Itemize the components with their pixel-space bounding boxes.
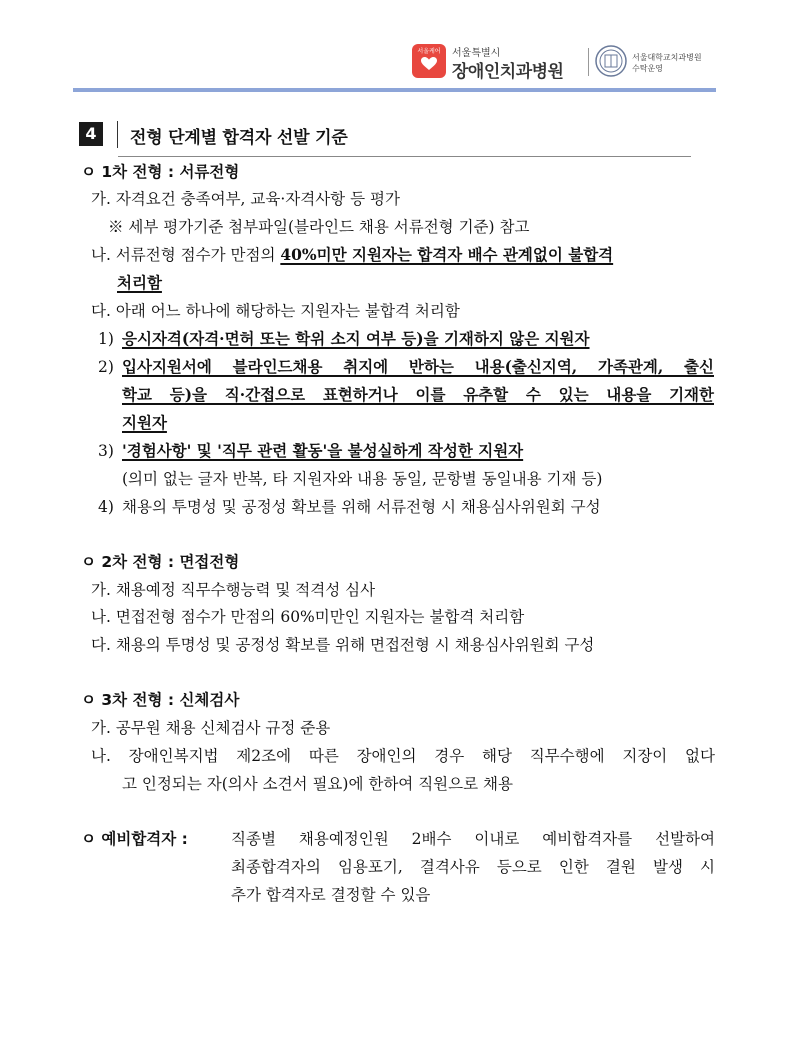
stage3-item-na-line2: 고 인정되는 자(의사 소견서 필요)에 한하여 직원으로 채용 xyxy=(122,775,513,793)
stage1-na-text: 나. 서류전형 점수가 만점의 xyxy=(91,246,281,264)
stage2-heading: ㅇ 2차 전형 : 면접전형 xyxy=(81,553,240,571)
stage1-sub-2-line3: 지원자 xyxy=(122,413,167,432)
stage1-sub-1: 응시자격(자격·면허 또는 학위 소지 여부 등)을 기재하지 않은 지원자 xyxy=(122,329,590,348)
stage3-heading: ㅇ 3차 전형 : 신체검사 xyxy=(81,691,240,709)
stage2-item-da: 다. 채용의 투명성 및 공정성 확보를 위해 면접전형 시 채용심사위원회 구성 xyxy=(91,636,595,654)
header-divider xyxy=(588,48,589,76)
stage1-sub-2-line1: 입사지원서에 블라인드채용 취지에 반하는 내용(출신지역, 가족관계, 출신 xyxy=(122,357,714,376)
stage2-item-ga: 가. 채용예정 직무수행능력 및 적격성 심사 xyxy=(91,581,376,599)
stage1-item-na xyxy=(91,245,613,265)
stage1-note: ※ 세부 평가기준 첨부파일(블라인드 채용 서류전형 기준) 참고 xyxy=(108,218,530,236)
section-number: 4 xyxy=(79,122,103,146)
stage1-na-emphasis-cont: 처리함 xyxy=(117,273,162,292)
stage1-sub-3: '경험사항' 및 '직무 관련 활동'을 불성실하게 작성한 지원자 xyxy=(122,441,524,460)
section-underline xyxy=(118,156,691,157)
operation-note: 수탁운영 xyxy=(632,64,663,73)
reserve-heading: ㅇ 예비합격자 : xyxy=(81,830,188,848)
reserve-line1: 직종별 채용예정인원 2배수 이내로 예비합격자를 선발하여 xyxy=(231,830,715,848)
stage1-na-emphasis: 40%미만 지원자는 합격자 배수 관계없이 불합격 xyxy=(280,245,614,264)
stage1-sub-4: 채용의 투명성 및 공정성 확보를 위해 서류전형 시 채용심사위원회 구성 xyxy=(122,498,601,516)
stage1-sub-3-note: (의미 없는 글자 반복, 타 지원자와 내용 동일, 문항별 동일내용 기재 등) xyxy=(122,470,603,488)
university-name: 서울대학교치과병원 xyxy=(632,53,702,62)
stage1-item-da: 다. 아래 어느 하나에 해당하는 지원자는 불합격 처리함 xyxy=(91,302,460,320)
reserve-line2: 최종합격자의 임용포기, 결격사유 등으로 인한 결원 발생 시 xyxy=(231,858,715,876)
stage2-item-na: 나. 면접전형 점수가 만점의 60%미만인 지원자는 불합격 처리함 xyxy=(91,608,525,626)
stage1-sub-4-num: 4) xyxy=(98,498,114,516)
section-title: 전형 단계별 합격자 선발 기준 xyxy=(130,128,348,148)
university-seal-icon xyxy=(595,45,627,77)
section-divider xyxy=(117,121,118,148)
logo-tag: 서울케어 xyxy=(417,48,441,55)
stage3-item-na-line1: 나. 장애인복지법 제2조에 따른 장애인의 경우 해당 직무수행에 지장이 없다 xyxy=(91,747,715,765)
stage1-heading: ㅇ 1차 전형 : 서류전형 xyxy=(81,163,240,181)
hospital-name: 장애인치과병원 xyxy=(452,62,564,82)
heart-icon xyxy=(421,57,437,71)
stage1-sub-1-num: 1) xyxy=(98,330,114,348)
stage1-item-ga: 가. 자격요건 충족여부, 교육·자격사항 등 평가 xyxy=(91,190,400,208)
page-header xyxy=(412,42,712,82)
stage1-sub-3-num: 3) xyxy=(98,442,114,460)
seoul-care-logo xyxy=(412,44,446,78)
stage3-item-ga: 가. 공무원 채용 신체검사 규정 준용 xyxy=(91,719,331,737)
reserve-line3: 추가 합격자로 결정할 수 있음 xyxy=(231,886,431,904)
header-subtitle: 서울특별시 xyxy=(452,48,501,59)
stage1-sub-2-line2: 학교 등)을 직·간접으로 표현하거나 이를 유추할 수 있는 내용을 기재한 xyxy=(122,385,714,404)
header-rule xyxy=(73,88,716,92)
stage1-sub-2-num: 2) xyxy=(98,358,114,376)
